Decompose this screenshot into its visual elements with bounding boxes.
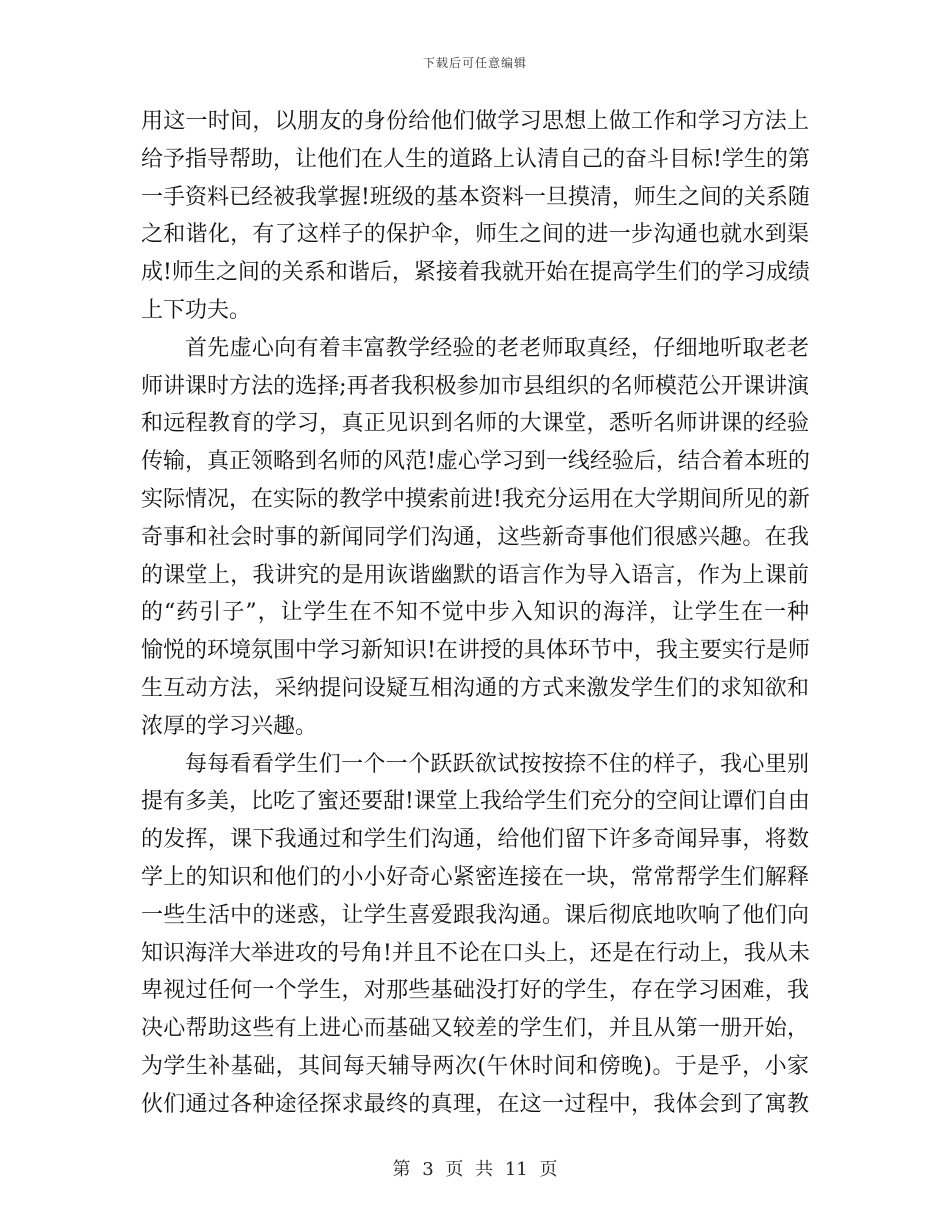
text-line: 的“药引子”，让学生在不知不觉中步入知识的海洋，让学生在一种 [141,600,809,626]
document-body [141,103,809,1124]
text-line: 伙们通过各种途径探求最终的真理，在这一过程中，我体会到了寓教 [141,1091,809,1117]
text-line: 浓厚的学习兴趣。 [141,713,318,739]
text-line: 提有多美，比吃了蜜还要甜!课堂上我给学生们充分的空间让谭们自由 [141,789,810,815]
text-line: 决心帮助这些有上进心而基础又较差的学生们，并且从第一册开始， [141,1016,809,1042]
text-line: 成!师生之间的关系和谐后，紧接着我就开始在提高学生们的学习成绩 [141,260,810,286]
text-line: 奇事和社会时事的新闻同学们沟通，这些新奇事他们很感兴趣。在我 [141,524,809,550]
paragraph [141,746,809,1124]
text-line: 的课堂上，我讲究的是用诙谐幽默的语言作为导入语言，作为上课前 [141,562,809,588]
text-line: 每每看看学生们一个一个跃跃欲试按按捺不住的样子，我心里别 [185,751,809,777]
page-header-note: 下载后可任意编辑 [422,56,527,70]
text-line: 给予指导帮助，让他们在人生的道路上认清自己的奋斗目标!学生的第 [141,146,810,172]
text-line: 上下功夫。 [141,297,252,323]
text-line: 卑视过任何一个学生，对那些基础没打好的学生，存在学习困难，我 [141,978,809,1004]
text-line: 知识海洋大举进攻的号角!并且不论在口头上，还是在行动上，我从未 [141,940,810,966]
text-line: 用这一时间，以朋友的身份给他们做学习思想上做工作和学习方法上 [141,109,809,134]
text-line: 一些生活中的迷惑，让学生喜爱跟我沟通。课后彻底地吹响了他们向 [141,902,809,928]
text-line: 一手资料已经被我掌握!班级的基本资料一旦摸清，师生之间的关系随 [141,184,810,210]
page-number-footer: 第 3 页 共 11 页 [392,1159,558,1180]
text-line: 为学生补基础，其间每天辅导两次(午休时间和傍晚)。于是乎，小家 [141,1053,809,1079]
text-line: 的发挥，课下我通过和学生们沟通，给他们留下许多奇闻异事，将数 [141,827,809,853]
text-line: 和远程教育的学习，真正见识到名师的大课堂，悉听名师讲课的经验 [141,411,809,437]
paragraph [141,330,809,746]
text-line: 学上的知识和他们的小小好奇心紧密连接在一块，常常帮学生们解释 [141,864,809,890]
text-line: 之和谐化，有了这样子的保护伞，师生之间的进一步沟通也就水到渠 [141,222,809,248]
text-line: 愉悦的环境氛围中学习新知识!在讲授的具体环节中，我主要实行是师 [141,638,810,664]
text-line: 实际情况，在实际的教学中摸索前进!我充分运用在大学期间所见的新 [141,486,810,512]
text-line: 师讲课时方法的选择;再者我积极参加市县组织的名师模范公开课讲演 [141,373,809,399]
text-line: 首先虚心向有着丰富教学经验的老老师取真经，仔细地听取老老 [185,335,809,361]
text-line: 传输，真正领略到名师的风范!虚心学习到一线经验后，结合着本班的 [141,449,810,475]
text-line: 生互动方法，采纳提问设疑互相沟通的方式来激发学生们的求知欲和 [141,675,809,701]
paragraph [141,103,809,330]
